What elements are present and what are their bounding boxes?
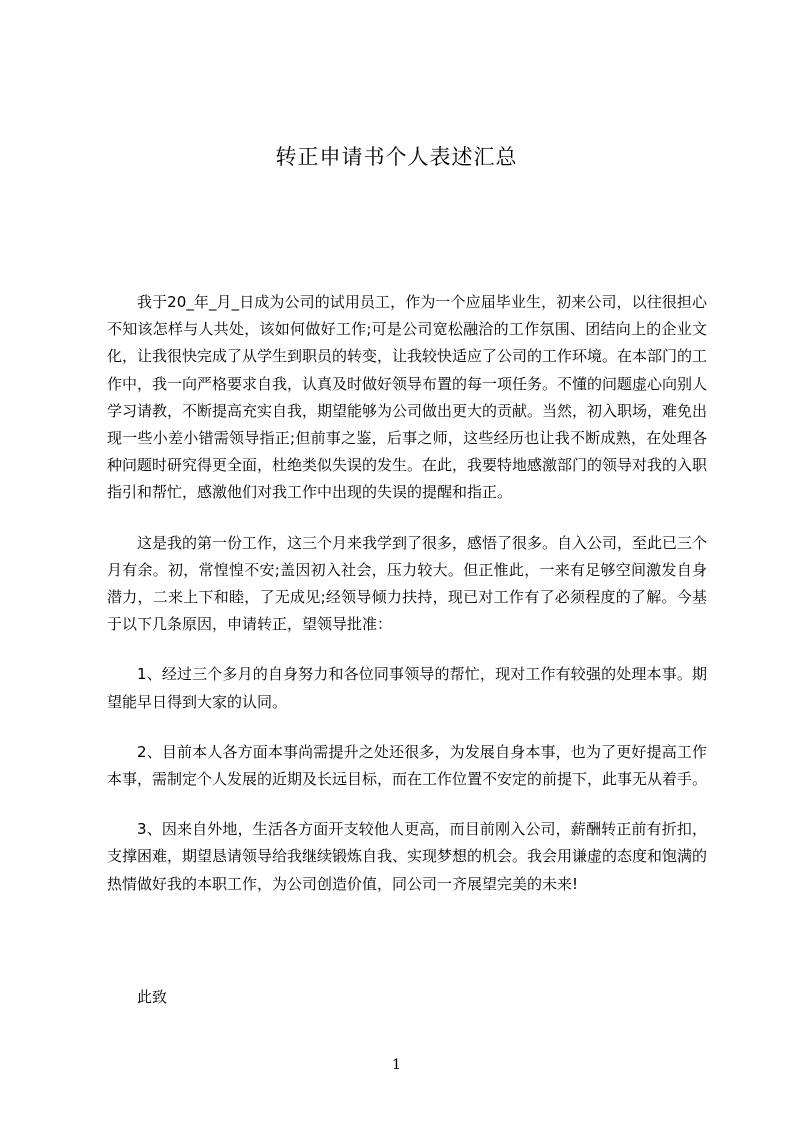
- paragraph-intro: 我于20_年_月_日成为公司的试用员工，作为一个应届毕业生，初来公司，以往很担心不知该怎样与人共处，该如何做好工作;可是公司宽松融洽的工作氛围、团结向上的企业文化，让我很快完成了从学生到职员的转变，让我较快适应了公司的工作环境。在本部门的工作中，我一向严格要求自我，认真及时做好领导布置的每一项任务。不懂的问题虚心向别人学习请教，不断提高充实自我，期望能够为公司做出更大的贡献。当然，初入职场，难免出现一些小差小错需领导指正;但前事之鉴，后事之师，这些经历也让我不断成熟，在处理各种问题时研究得更全面，杜绝类似失误的发生。在此，我要特地感激部门的领导对我的入职指引和帮忙，感激他们对我工作中出现的失误的提醒和指正。: [107, 293, 708, 502]
- paragraph-first-job: 这是我的第一份工作，这三个月来我学到了很多，感悟了很多。自入公司，至此已三个月有余。初，常惶惶不安;盖因初入社会，压力较大。但正惟此，一来有足够空间激发自身潜力，二来上下和睦，了无成见;经领导倾力扶持，现已对工作有了必须程度的了解。今基于以下几条原因，申请转正，望领导批准：: [107, 533, 708, 634]
- paragraph-reason-2: 2、目前本人各方面本事尚需提升之处还很多，为发展自身本事，也为了更好提高工作本事，需制定个人发展的近期及长远目标，而在工作位置不安定的前提下，此事无从着手。: [107, 742, 708, 789]
- closing-salutation: 此致: [137, 988, 168, 1006]
- paragraph-reason-3: 3、因来自外地，生活各方面开支较他人更高，而目前刚入公司，薪酬转正前有折扣，支撑困难，期望恳请领导给我继续锻炼自我、实现梦想的机会。我会用谦虚的态度和饱满的热情做好我的本职工作，为公司创造价值，同公司一齐展望完美的未来!: [107, 820, 708, 893]
- document-title: 转正申请书个人表述汇总: [275, 145, 518, 169]
- page-number: 1: [392, 1057, 401, 1073]
- paragraph-reason-1: 1、经过三个多月的自身努力和各位同事领导的帮忙，现对工作有较强的处理本事。期望能早日得到大家的认同。: [107, 665, 707, 711]
- document-body: [107, 289, 707, 898]
